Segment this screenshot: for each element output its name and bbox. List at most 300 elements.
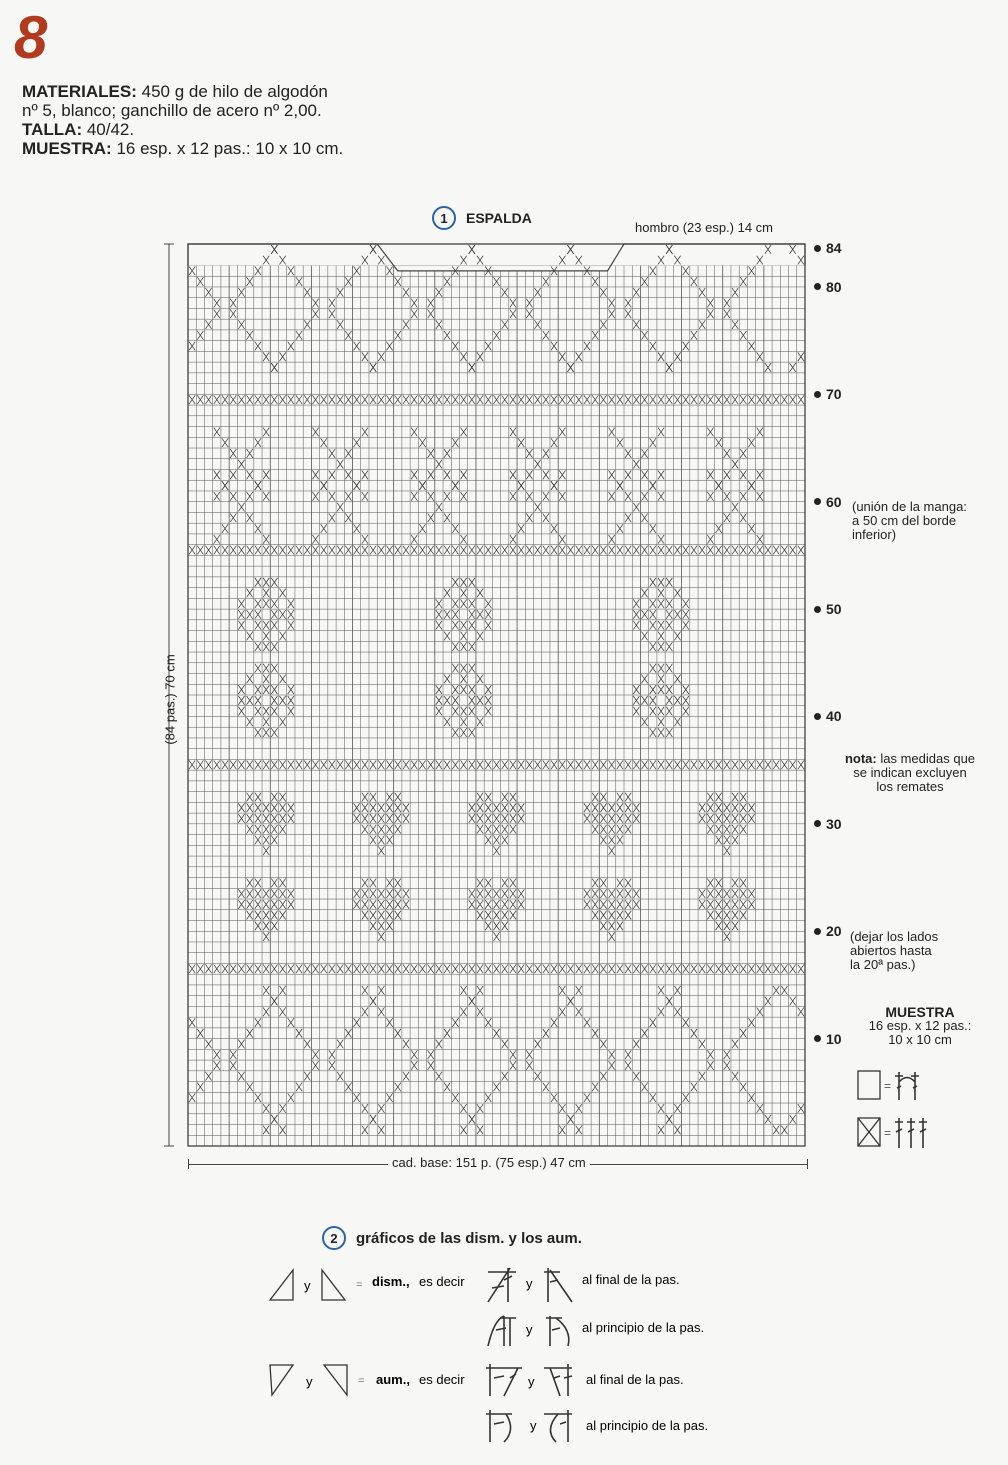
x-stitch-mark [526, 760, 532, 769]
x-stitch-mark [543, 492, 549, 501]
x-stitch-mark [691, 546, 697, 555]
x-stitch-mark [247, 793, 253, 802]
x-stitch-mark [214, 535, 220, 544]
nota-line-3: los remates [876, 779, 944, 794]
x-stitch-mark [288, 707, 294, 716]
x-stitch-mark [370, 395, 376, 404]
x-stitch-mark [312, 1061, 318, 1070]
x-stitch-mark [716, 803, 722, 812]
x-stitch-mark [263, 428, 269, 437]
x-stitch-mark [469, 900, 475, 909]
x-stitch-mark [535, 503, 541, 512]
x-stitch-mark [699, 395, 705, 404]
x-stitch-mark [493, 964, 499, 973]
x-stitch-mark [255, 879, 261, 888]
muestra-legend [860, 1005, 980, 1047]
x-stitch-mark [255, 599, 261, 608]
x-stitch-mark [658, 760, 664, 769]
x-stitch-mark [386, 900, 392, 909]
x-stitch-mark [707, 911, 713, 920]
x-stitch-mark [650, 1093, 656, 1102]
x-stitch-mark [510, 395, 516, 404]
x-stitch-mark [321, 546, 327, 555]
x-stitch-mark [683, 621, 689, 630]
x-stitch-mark [395, 964, 401, 973]
x-stitch-mark [584, 889, 590, 898]
x-stitch-mark [279, 1104, 285, 1113]
x-stitch-mark [609, 428, 615, 437]
x-stitch-mark [559, 535, 565, 544]
x-stitch-mark [230, 760, 236, 769]
x-stitch-mark [592, 814, 598, 823]
x-stitch-mark [510, 803, 516, 812]
x-stitch-mark [395, 814, 401, 823]
x-stitch-mark [485, 814, 491, 823]
x-stitch-mark [263, 492, 269, 501]
x-stitch-mark [214, 395, 220, 404]
x-stitch-mark [452, 342, 458, 351]
x-stitch-mark [247, 331, 253, 340]
x-stitch-mark [551, 1018, 557, 1027]
x-stitch-mark [748, 266, 754, 275]
x-stitch-mark [740, 879, 746, 888]
x-stitch-mark [403, 889, 409, 898]
x-stitch-mark [296, 277, 302, 286]
x-stitch-mark [658, 685, 664, 694]
x-stitch-mark [255, 707, 261, 716]
x-stitch-mark [485, 546, 491, 555]
x-stitch-mark [650, 707, 656, 716]
x-stitch-mark [707, 803, 713, 812]
x-stitch-mark [707, 546, 713, 555]
x-stitch-mark [683, 1093, 689, 1102]
x-stitch-mark [773, 546, 779, 555]
x-stitch-mark [329, 309, 335, 318]
x-stitch-mark [757, 492, 763, 501]
x-stitch-mark [666, 707, 672, 716]
dism-es-decir: es decir [419, 1274, 465, 1289]
x-stitch-mark [222, 524, 228, 533]
x-stitch-mark [477, 1104, 483, 1113]
x-stitch-mark [683, 760, 689, 769]
dism-principio-stitch-icon [488, 1316, 516, 1346]
x-stitch-mark [674, 964, 680, 973]
x-stitch-mark [197, 1029, 203, 1038]
x-stitch-mark [271, 997, 277, 1006]
x-stitch-mark [477, 632, 483, 641]
x-stitch-mark [683, 395, 689, 404]
x-stitch-mark [304, 546, 310, 555]
x-stitch-mark [609, 900, 615, 909]
x-stitch-mark [617, 524, 623, 533]
x-stitch-mark [641, 546, 647, 555]
x-stitch-mark [724, 309, 730, 318]
x-stitch-mark [683, 342, 689, 351]
x-stitch-mark [485, 964, 491, 973]
x-stitch-mark [205, 320, 211, 329]
x-stitch-mark [271, 803, 277, 812]
x-stitch-mark [732, 793, 738, 802]
x-stitch-mark [477, 696, 483, 705]
x-stitch-mark [674, 717, 680, 726]
x-stitch-mark [757, 471, 763, 480]
x-stitch-mark [247, 395, 253, 404]
x-stitch-mark [584, 1018, 590, 1027]
x-stitch-mark [732, 395, 738, 404]
x-stitch-mark [666, 664, 672, 673]
x-stitch-mark [576, 986, 582, 995]
x-stitch-mark [666, 997, 672, 1006]
x-stitch-mark [321, 438, 327, 447]
x-stitch-mark [650, 685, 656, 694]
x-stitch-mark [518, 803, 524, 812]
x-stitch-mark [724, 492, 730, 501]
x-stitch-mark [255, 1093, 261, 1102]
x-stitch-mark [255, 621, 261, 630]
x-stitch-mark [699, 900, 705, 909]
x-stitch-mark [337, 460, 343, 469]
x-stitch-mark [370, 922, 376, 931]
x-stitch-mark [535, 760, 541, 769]
x-stitch-mark [205, 1072, 211, 1081]
x-stitch-mark [238, 288, 244, 297]
espalda-title [432, 206, 532, 230]
x-stitch-mark [477, 911, 483, 920]
x-stitch-mark [518, 889, 524, 898]
x-stitch-mark [238, 964, 244, 973]
x-stitch-mark [485, 836, 491, 845]
x-stitch-mark [345, 546, 351, 555]
x-stitch-mark [617, 911, 623, 920]
x-stitch-mark [600, 320, 606, 329]
x-stitch-mark [419, 438, 425, 447]
x-stitch-mark [641, 492, 647, 501]
x-stitch-mark [535, 1040, 541, 1049]
x-stitch-mark [691, 760, 697, 769]
x-stitch-mark [247, 513, 253, 522]
x-stitch-mark [370, 546, 376, 555]
x-stitch-mark [567, 363, 573, 372]
x-stitch-mark [600, 814, 606, 823]
x-stitch-mark [362, 879, 368, 888]
x-stitch-mark [345, 492, 351, 501]
row-marker-60 [814, 494, 842, 510]
x-stitch-mark [625, 889, 631, 898]
x-stitch-mark [592, 395, 598, 404]
x-stitch-mark [526, 309, 532, 318]
x-stitch-mark [625, 471, 631, 480]
x-stitch-mark [641, 696, 647, 705]
x-stitch-mark [255, 685, 261, 694]
x-stitch-mark [748, 964, 754, 973]
x-stitch-mark [304, 760, 310, 769]
x-stitch-mark [485, 395, 491, 404]
x-stitch-mark [271, 599, 277, 608]
x-stitch-mark [567, 997, 573, 1006]
x-stitch-mark [238, 814, 244, 823]
x-stitch-mark [222, 964, 228, 973]
x-stitch-mark [321, 395, 327, 404]
x-stitch-mark [296, 1029, 302, 1038]
x-stitch-mark [378, 803, 384, 812]
x-stitch-mark [386, 825, 392, 834]
dism-right-triangle-icon [322, 1270, 345, 1300]
x-stitch-mark [255, 438, 261, 447]
x-stitch-mark [600, 803, 606, 812]
x-stitch-mark [296, 760, 302, 769]
x-stitch-mark [543, 760, 549, 769]
x-stitch-mark [567, 245, 573, 254]
x-stitch-mark [625, 760, 631, 769]
x-stitch-mark [625, 546, 631, 555]
x-stitch-mark [271, 1115, 277, 1124]
x-stitch-mark [535, 964, 541, 973]
x-stitch-mark [255, 793, 261, 802]
x-stitch-mark [790, 395, 796, 404]
x-stitch-mark [263, 986, 269, 995]
x-stitch-mark [345, 964, 351, 973]
x-stitch-mark [238, 760, 244, 769]
note-20-line-2: abiertos hasta [850, 943, 932, 958]
x-stitch-mark [354, 1018, 360, 1027]
x-stitch-mark [781, 395, 787, 404]
x-stitch-mark [279, 889, 285, 898]
x-stitch-mark [625, 492, 631, 501]
x-stitch-mark [584, 814, 590, 823]
x-stitch-mark [732, 889, 738, 898]
x-stitch-mark [304, 1072, 310, 1081]
x-stitch-mark [633, 320, 639, 329]
x-stitch-mark [436, 696, 442, 705]
x-stitch-mark [354, 803, 360, 812]
x-stitch-mark [230, 309, 236, 318]
x-stitch-mark [600, 1040, 606, 1049]
x-stitch-mark [790, 1115, 796, 1124]
x-stitch-mark [337, 1040, 343, 1049]
x-stitch-mark [271, 664, 277, 673]
x-stitch-mark [362, 428, 368, 437]
x-stitch-mark [691, 395, 697, 404]
x-stitch-mark [460, 428, 466, 437]
muestra-text: 16 esp. x 12 pas.: 10 x 10 cm. [116, 139, 344, 158]
x-stitch-mark [699, 964, 705, 973]
nota-line-2: se indican excluyen [853, 765, 967, 780]
x-stitch-mark [444, 1029, 450, 1038]
x-stitch-mark [247, 717, 253, 726]
x-stitch-mark [230, 299, 236, 308]
x-stitch-mark [288, 760, 294, 769]
x-stitch-mark [271, 760, 277, 769]
x-stitch-mark [452, 696, 458, 705]
x-stitch-mark [452, 546, 458, 555]
x-stitch-mark [214, 428, 220, 437]
x-stitch-mark [279, 696, 285, 705]
x-stitch-mark [469, 685, 475, 694]
x-stitch-mark [370, 803, 376, 812]
aum-principio-stitch-icon [486, 1410, 512, 1442]
x-stitch-mark [707, 395, 713, 404]
x-stitch-mark [238, 320, 244, 329]
x-stitch-mark [502, 793, 508, 802]
x-stitch-mark [757, 352, 763, 361]
note-60-line-1: (unión de la manga: [852, 499, 967, 514]
x-stitch-mark [617, 900, 623, 909]
aum-es-decir: es decir [419, 1372, 465, 1387]
aum-left-triangle-icon [270, 1365, 293, 1395]
x-stitch-mark [263, 685, 269, 694]
row-marker-label: 60 [826, 493, 842, 510]
x-stitch-mark [370, 997, 376, 1006]
x-stitch-mark [460, 589, 466, 598]
x-stitch-mark [460, 395, 466, 404]
x-stitch-mark [535, 546, 541, 555]
x-stitch-mark [493, 546, 499, 555]
x-stitch-mark [551, 438, 557, 447]
x-stitch-mark [411, 535, 417, 544]
x-stitch-mark [428, 546, 434, 555]
x-stitch-mark [378, 836, 384, 845]
x-stitch-mark [329, 1061, 335, 1070]
section-1-number: 1 [432, 206, 456, 230]
x-stitch-mark [452, 760, 458, 769]
x-stitch-mark [633, 889, 639, 898]
x-stitch-mark [600, 395, 606, 404]
x-stitch-mark [378, 352, 384, 361]
x-stitch-mark [189, 395, 195, 404]
x-stitch-mark [740, 471, 746, 480]
aum-label: aum., [376, 1372, 410, 1387]
aum-right-triangle-icon [324, 1365, 347, 1395]
x-stitch-mark [798, 352, 804, 361]
x-stitch-mark [378, 911, 384, 920]
x-stitch-mark [592, 760, 598, 769]
x-stitch-mark [674, 1126, 680, 1135]
x-stitch-mark [650, 578, 656, 587]
x-stitch-mark [485, 707, 491, 716]
dism-al-final: al final de la pas. [582, 1272, 680, 1287]
x-stitch-mark [716, 481, 722, 490]
row-marker-label: 50 [826, 601, 842, 618]
row-marker-dot [814, 1035, 821, 1042]
x-stitch-mark [732, 546, 738, 555]
x-stitch-mark [650, 610, 656, 619]
x-stitch-mark [362, 803, 368, 812]
x-stitch-mark [205, 964, 211, 973]
x-stitch-mark [617, 395, 623, 404]
x-stitch-mark [370, 911, 376, 920]
x-stitch-mark [526, 449, 532, 458]
x-stitch-mark [707, 535, 713, 544]
x-stitch-mark [765, 1115, 771, 1124]
x-stitch-mark [559, 760, 565, 769]
x-stitch-mark [510, 760, 516, 769]
x-stitch-mark [674, 760, 680, 769]
x-stitch-mark [641, 589, 647, 598]
x-stitch-mark [428, 1050, 434, 1059]
x-stitch-mark [370, 760, 376, 769]
x-stitch-mark [707, 825, 713, 834]
x-stitch-mark [477, 675, 483, 684]
x-stitch-mark [502, 320, 508, 329]
x-stitch-mark [279, 911, 285, 920]
note-row-60 [852, 500, 967, 542]
x-stitch-mark [362, 535, 368, 544]
x-stitch-mark [625, 513, 631, 522]
talla-text: 40/42. [86, 120, 135, 139]
x-stitch-mark [378, 825, 384, 834]
x-stitch-mark [633, 288, 639, 297]
x-stitch-mark [288, 1018, 294, 1027]
x-stitch-mark [214, 964, 220, 973]
aum-principio-stitch-2-icon [544, 1410, 572, 1442]
x-stitch-mark [263, 760, 269, 769]
x-stitch-mark [773, 395, 779, 404]
x-stitch-mark [707, 299, 713, 308]
x-stitch-mark [748, 900, 754, 909]
x-stitch-mark [518, 481, 524, 490]
x-stitch-mark [559, 1126, 565, 1135]
x-stitch-mark [288, 814, 294, 823]
x-stitch-mark [477, 825, 483, 834]
x-stitch-mark [740, 760, 746, 769]
x-stitch-mark [765, 395, 771, 404]
x-stitch-mark [378, 889, 384, 898]
nota-block [835, 752, 985, 794]
x-stitch-mark [197, 964, 203, 973]
x-stitch-mark [436, 320, 442, 329]
x-stitch-mark [716, 879, 722, 888]
x-stitch-mark [576, 256, 582, 265]
x-stitch-mark [535, 320, 541, 329]
x-stitch-mark [444, 1083, 450, 1092]
x-stitch-mark [329, 449, 335, 458]
x-stitch-mark [691, 1083, 697, 1092]
x-stitch-mark [765, 997, 771, 1006]
x-stitch-mark [444, 395, 450, 404]
x-stitch-mark [411, 492, 417, 501]
x-stitch-mark [781, 986, 787, 995]
x-stitch-mark [609, 1050, 615, 1059]
x-stitch-mark [485, 879, 491, 888]
x-stitch-mark [518, 524, 524, 533]
x-stitch-mark [238, 610, 244, 619]
row-marker-dot [814, 283, 821, 290]
x-stitch-mark [543, 546, 549, 555]
row-marker-30 [814, 816, 842, 832]
x-stitch-mark [748, 814, 754, 823]
x-stitch-mark [329, 964, 335, 973]
x-stitch-mark [255, 642, 261, 651]
x-stitch-mark [428, 513, 434, 522]
x-stitch-mark [238, 395, 244, 404]
x-stitch-mark [230, 1050, 236, 1059]
x-stitch-mark [205, 760, 211, 769]
x-stitch-mark [543, 964, 549, 973]
x-stitch-mark [362, 1104, 368, 1113]
aum-final-stitch-icon [486, 1364, 522, 1396]
dism-left-triangle-icon [270, 1270, 293, 1300]
x-stitch-mark [395, 331, 401, 340]
x-stitch-mark [255, 266, 261, 275]
x-stitch-mark [707, 793, 713, 802]
x-stitch-mark [493, 814, 499, 823]
x-stitch-mark [386, 922, 392, 931]
x-stitch-mark [378, 932, 384, 941]
x-stitch-mark [370, 889, 376, 898]
x-stitch-mark [658, 1126, 664, 1135]
x-stitch-mark [247, 911, 253, 920]
x-stitch-mark [535, 288, 541, 297]
